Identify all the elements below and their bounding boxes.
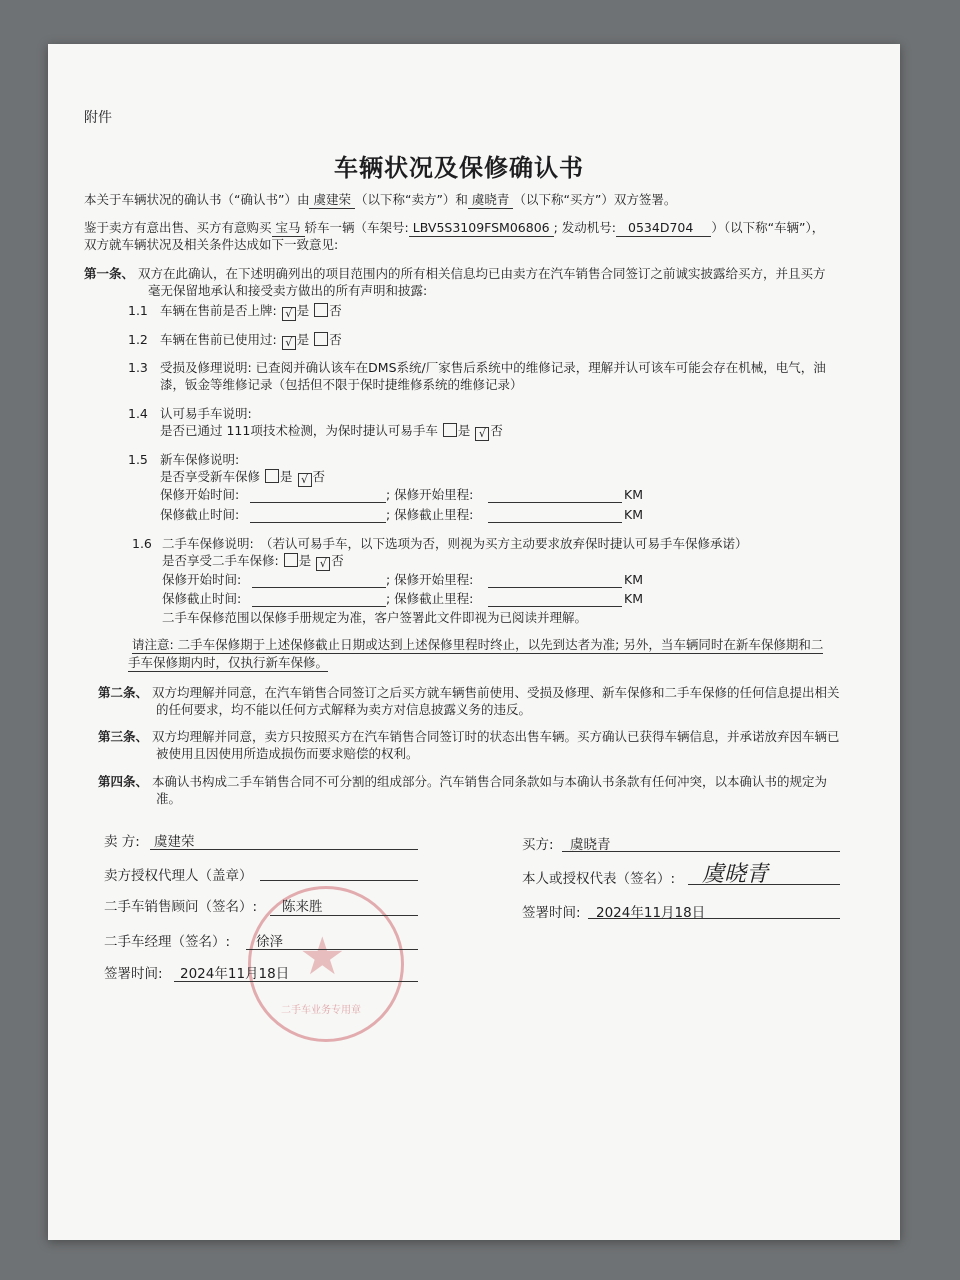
intro-line-3: 双方就车辆状况及相关条件达成如下一致意见:	[84, 237, 339, 252]
used-warranty-end-km-label: ; 保修截止里程:	[386, 591, 474, 606]
item-1-1-number: 1.1	[128, 303, 148, 318]
seller-agent-field[interactable]	[260, 880, 418, 881]
article-3-label: 第三条、	[98, 729, 149, 744]
vehicle-brand: 宝马	[272, 220, 305, 237]
checkbox-no-checked[interactable]: √	[316, 557, 330, 571]
item-1-1	[160, 303, 342, 321]
yes-label: 是	[457, 423, 471, 438]
manager-line	[246, 949, 418, 950]
article-4	[98, 773, 827, 790]
item-1-4	[160, 423, 503, 441]
used-warranty-end-km-field[interactable]	[488, 606, 622, 607]
km-unit: KM	[624, 487, 643, 502]
seller-agent-label: 卖方授权代理人（盖章）	[104, 868, 253, 884]
engine-number: 0534D704	[616, 220, 711, 237]
checkbox-no[interactable]	[314, 303, 328, 317]
article-4-text-2: 准。	[156, 791, 182, 806]
new-warranty-end-km-field[interactable]	[488, 522, 622, 523]
no-label: 否	[329, 303, 342, 318]
article-2-label: 第二条、	[98, 685, 149, 700]
no-label: 否	[331, 553, 344, 568]
article-4-label: 第四条、	[98, 774, 149, 789]
seller-date-value: 2024年11月18日	[180, 966, 290, 982]
item-1-6-number: 1.6	[132, 536, 152, 551]
article-3	[98, 728, 840, 745]
new-warranty-end-date-label: 保修截止时间:	[160, 507, 240, 522]
sales-advisor-label: 二手车销售顾问（签名）:	[104, 899, 258, 915]
buyer-name: 虞晓青	[468, 192, 514, 209]
buyer-label: 买方:	[522, 837, 554, 853]
intro-text: 鉴于卖方有意出售、买方有意购买	[84, 220, 272, 235]
intro-text: （以下称“买方”）双方签署。	[513, 192, 677, 207]
checkbox-no-checked[interactable]: √	[475, 427, 489, 441]
checkbox-yes[interactable]	[443, 423, 457, 437]
item-1-6-title: 二手车保修说明: （若认可易手车，以下选项为否，则视为买方主动要求放弃保时捷认可易手车保修承诺）	[162, 536, 748, 551]
item-1-1-label: 车辆在售前是否上牌:	[160, 303, 277, 318]
seller-date-label: 签署时间:	[104, 966, 163, 982]
used-warranty-end-date-label: 保修截止时间:	[162, 591, 242, 606]
buyer-line	[562, 851, 840, 852]
item-1-5	[160, 469, 325, 487]
item-1-6-label: 是否享受二手车保修:	[162, 553, 279, 568]
yes-label: 是	[296, 303, 310, 318]
seller-value: 虞建荣	[154, 834, 195, 850]
article-3-text: 双方均理解并同意，卖方只按照买方在汽车销售合同签订时的状态出售车辆。买方确认已获得车辆信息，并承诺放弃因车辆已	[152, 729, 840, 744]
item-1-5-title: 新车保修说明:	[160, 452, 240, 467]
article-1-label: 第一条、	[84, 266, 135, 281]
intro-text: （以下称“卖方”）和	[354, 192, 468, 207]
item-1-6-note: 二手车保修范围以保修手册规定为准，客户签署此文件即视为已阅读并理解。	[162, 610, 588, 625]
article-1	[84, 265, 826, 282]
new-warranty-start-km-field[interactable]	[488, 502, 622, 503]
new-warranty-start-km-label: ; 保修开始里程:	[386, 487, 474, 502]
buyer-value: 虞晓青	[570, 837, 611, 853]
item-1-3-text-2: 漆，钣金等维修记录（包括但不限于保时捷维修系统的维修记录）	[160, 377, 523, 392]
used-warranty-start-km-label: ; 保修开始里程:	[386, 572, 474, 587]
checkbox-yes[interactable]	[265, 469, 279, 483]
item-1-3-text-1: 受损及修理说明: 已查阅并确认该车在DMS系统/厂家售后系统中的维修记录，理解并认可该车可能会存在机械，电气，油	[160, 360, 826, 375]
sales-advisor-value: 陈来胜	[282, 899, 323, 915]
sales-advisor-line	[270, 915, 418, 916]
item-1-5-number: 1.5	[128, 452, 148, 467]
no-label: 否	[312, 469, 326, 484]
km-unit: KM	[624, 572, 643, 587]
item-1-6	[162, 553, 344, 571]
checkbox-yes-checked[interactable]: √	[282, 307, 296, 321]
buyer-rep-line	[688, 884, 840, 885]
intro-text: ）（以下称“车辆”），	[711, 220, 825, 235]
km-unit: KM	[624, 507, 643, 522]
article-4-text: 本确认书构成二手车销售合同不可分割的组成部分。汽车销售合同条款如与本确认书条款有任何冲突，以本确认书的规定为	[152, 774, 828, 789]
article-3-text-2: 被使用且因使用所造成损伤而要求赔偿的权利。	[156, 746, 419, 761]
seller-name: 虞建荣	[309, 192, 355, 209]
article-2-text: 双方均理解并同意，在汽车销售合同签订之后买方就车辆售前使用、受损及修理、新车保修和二手车保修的任何信息提出相关	[152, 685, 840, 700]
item-1-2	[160, 332, 342, 350]
intro-text: 本关于车辆状况的确认书（“确认书”）由	[84, 192, 310, 207]
checkbox-no[interactable]	[314, 332, 328, 346]
yes-label: 是	[298, 553, 312, 568]
item-1-3-number: 1.3	[128, 360, 148, 375]
checkbox-yes[interactable]	[284, 553, 298, 567]
seal-text: 二手车业务专用章	[281, 1005, 361, 1016]
intro-text: ; 发动机号:	[553, 220, 617, 235]
used-warranty-start-date-field[interactable]	[252, 587, 386, 588]
item-1-4-label: 是否已通过 111项技术检测，为保时捷认可易手车	[160, 423, 438, 438]
no-label: 否	[329, 332, 342, 347]
intro-text: 轿车一辆（车架号:	[304, 220, 409, 235]
used-warranty-start-km-field[interactable]	[488, 587, 622, 588]
intro-line-2	[84, 220, 824, 237]
new-warranty-end-km-label: ; 保修截止里程:	[386, 507, 474, 522]
document-page	[48, 44, 900, 1240]
buyer-handwritten-signature: 虞晓青	[702, 862, 769, 887]
yes-label: 是	[280, 469, 293, 484]
yes-label: 是	[296, 332, 310, 347]
buyer-rep-label: 本人或授权代表（签名）:	[522, 871, 676, 887]
no-label: 否	[490, 423, 503, 438]
buyer-date-label: 签署时间:	[522, 905, 581, 921]
item-1-4-number: 1.4	[128, 406, 148, 421]
seller-date-line	[174, 981, 418, 982]
item-1-4-title: 认可易手车说明:	[160, 406, 252, 421]
manager-value: 徐泽	[256, 934, 283, 950]
seller-label: 卖 方:	[104, 834, 140, 850]
item-1-2-label: 车辆在售前已使用过:	[160, 332, 277, 347]
article-1-text-2: 毫无保留地承认和接受卖方做出的所有声明和披露:	[148, 283, 428, 298]
km-unit: KM	[624, 591, 643, 606]
used-warranty-end-date-field[interactable]	[252, 606, 386, 607]
article-2-text-2: 的任何要求，均不能以任何方式解释为卖方对信息披露义务的违反。	[156, 702, 532, 717]
intro-line-1	[84, 192, 676, 209]
attachment-label: 附件	[84, 110, 112, 126]
star-icon: ★	[299, 927, 346, 987]
notice-line-1: 请注意: 二手车保修期于上述保修截止日期或达到上述保修里程时终止，以先到达者为准; 另外，当车辆同时在新车保修期和二	[132, 637, 824, 652]
checkbox-yes-checked[interactable]: √	[282, 336, 296, 350]
document-title: 车辆状况及保修确认书	[334, 154, 584, 182]
seller-line	[150, 849, 418, 850]
article-2	[98, 684, 840, 701]
notice-line-2: 手车保修期内时，仅执行新车保修。	[128, 655, 329, 670]
item-1-2-number: 1.2	[128, 332, 148, 347]
new-warranty-end-date-field[interactable]	[250, 522, 386, 523]
used-warranty-start-date-label: 保修开始时间:	[162, 572, 242, 587]
article-1-text: 双方在此确认，在下述明确列出的项目范围内的所有相关信息均已由卖方在汽车销售合同签订之前诚实披露给买方，并且买方	[138, 266, 826, 281]
buyer-date-line	[588, 918, 840, 919]
new-warranty-start-date-label: 保修开始时间:	[160, 487, 240, 502]
new-warranty-start-date-field[interactable]	[250, 502, 386, 503]
manager-label: 二手车经理（签名）:	[104, 934, 231, 950]
buyer-date-value: 2024年11月18日	[596, 905, 706, 921]
vin-number: LBV5S3109FSM06806	[409, 220, 554, 237]
item-1-5-label: 是否享受新车保修	[160, 469, 261, 484]
checkbox-no-checked[interactable]: √	[298, 473, 312, 487]
